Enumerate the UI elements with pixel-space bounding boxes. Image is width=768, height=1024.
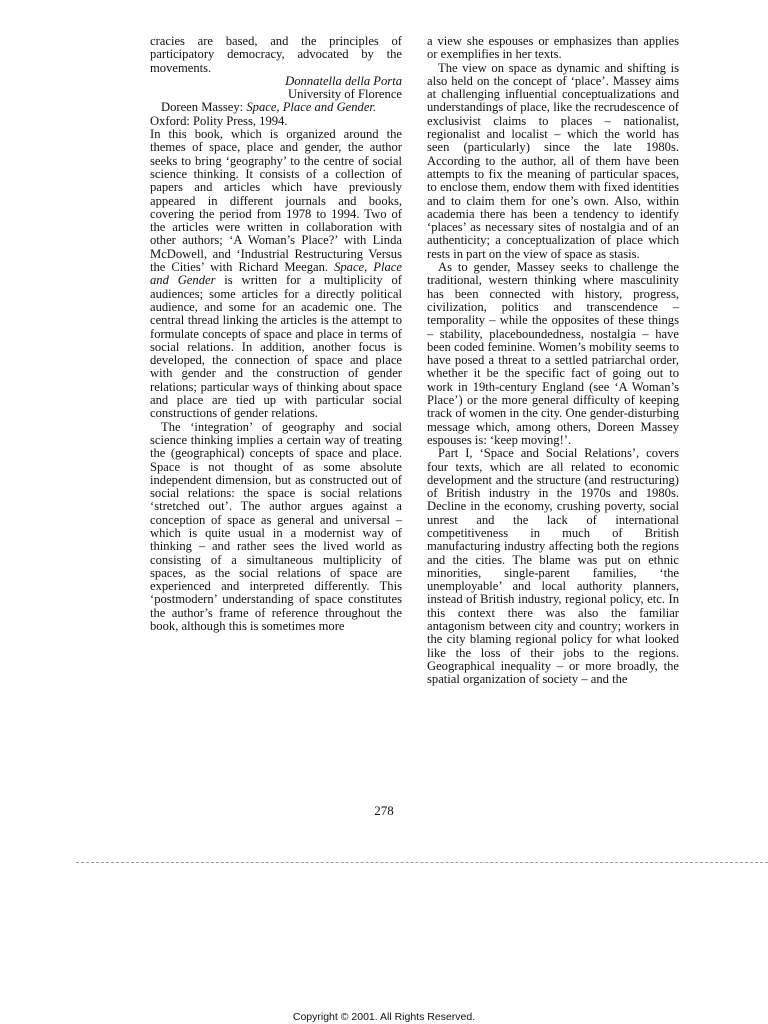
left-column (150, 35, 402, 633)
review-paragraph-5: Part I, ‘Space and Social Relations’, covers four texts, which are all related to economic development and the structure (and restructuring) of British industry in the 1970s and 1980s. Decline in the economy, crushing poverty, social unrest and the lack of international competitiveness in much of British manufacturing industry affecting both the regions and the cities. The blame was put on ethnic minorities, single-parent families, ‘the unemployable’ and local authority planners, instead of British industry, regional policy, etc. In this context there was also the familiar antagonism between city and country; workers in the city blaming regional policy for what looked like the loss of their jobs to the regions. Geographical inequality – or more broadly, the spatial organization of society – and the (427, 446, 679, 687)
review-heading (150, 101, 402, 128)
book-publisher: Oxford: Polity Press, 1994. (150, 113, 288, 128)
right-column (427, 35, 679, 687)
previous-review-tail: cracies are based, and the principles of participatory democracy, advocated by the movements. (150, 34, 402, 75)
reviewer-name: Donnatella della Porta (285, 73, 402, 88)
copyright-notice: Copyright © 2001. All Rights Reserved. (292, 1011, 476, 1023)
review-paragraph-2: The ‘integration’ of geography and social science thinking implies a certain way of treating the (geographical) concepts of space and place. Space is not thought of as some absolute independent dimension, but as constructed out of social relations: the space is social relations ‘stretched out’. The author argues against a conception of space as general and universal – which is quite usual in a modernist way of thinking – and rather sees the lived world as consisting of a simultaneous multiplicity of spaces, as the social relations of space are experienced and interpreted differently. This ‘postmodern’ understanding of space constitutes the author’s frame of reference throughout the book, although this is sometimes more (150, 419, 402, 634)
review-paragraph-4: As to gender, Massey seeks to challenge the traditional, western thinking where masculinity has been connected with history, progress, civilization, politics and transcendence – temporality – while the opposites of these things – stability, placeboundedness, nostalgia – have been coded feminine. Women’s mobility seems to have posed a threat to a settled patriarchal order, whether it be the specific fact of going out to work in 19th-century England (see ‘A Woman’s Place’) or the more general difficulty of keeping track of women in the city. One gender-disturbing message which, among others, Doreen Massey espouses is: ‘keep moving!’. (427, 260, 679, 447)
page-number: 278 (374, 803, 394, 818)
book-title: Space, Place and Gender. (246, 100, 377, 115)
book-author: Doreen Massey: (161, 100, 247, 115)
page-divider (76, 862, 768, 863)
review-paragraph-1: In this book, which is organized around the themes of space, place and gender, the author seeks to bring ‘geography’ to the centre of social science thinking. It consists of a collection of papers and articles which have previously appeared in different journals and books, covering the period from 1978 to 1994. Two of the articles were written in collaboration with other authors; ‘A Woman’s Place?’ with Linda McDowell, and ‘Industrial Restructuring Versus the Cities’ with Richard Meegan. Space, Place and Gender is written for a multiplicity of audiences; some articles for a directly political audience, and some for an academic one. The central thread linking the articles is the attempt to formulate concepts of space and place in terms of social relations. In addition, another focus is developed, the connection of space and place with gender and the construction of gender relations; particular ways of thinking about space and place are tied up with particular social constructions of gender relations. (150, 127, 402, 421)
reviewer-affiliation: University of Florence (287, 87, 402, 102)
review-paragraph-3: The view on space as dynamic and shifting is also held on the concept of ‘place’. Massey aims at challenging influential conceptualizations and understandings of place, like the recrudescence of exclusivist claims to places – nationalist, regionalist and localist – which the world has seen (particularly) since the late 1980s. According to the author, all of them have been attempts to fix the meaning of particular spaces, to enclose them, endow them with fixed identities and to claim them for one’s own. Also, within academia there has been a tendency to identify ‘places’ as necessary sites of nostalgia and of an authenticity; a conceptualization of place which rests in part on the view of space as stasis. (427, 60, 679, 261)
review-paragraph-2-continued: a view she espouses or emphasizes than applies or exemplifies in her texts. (427, 34, 679, 62)
